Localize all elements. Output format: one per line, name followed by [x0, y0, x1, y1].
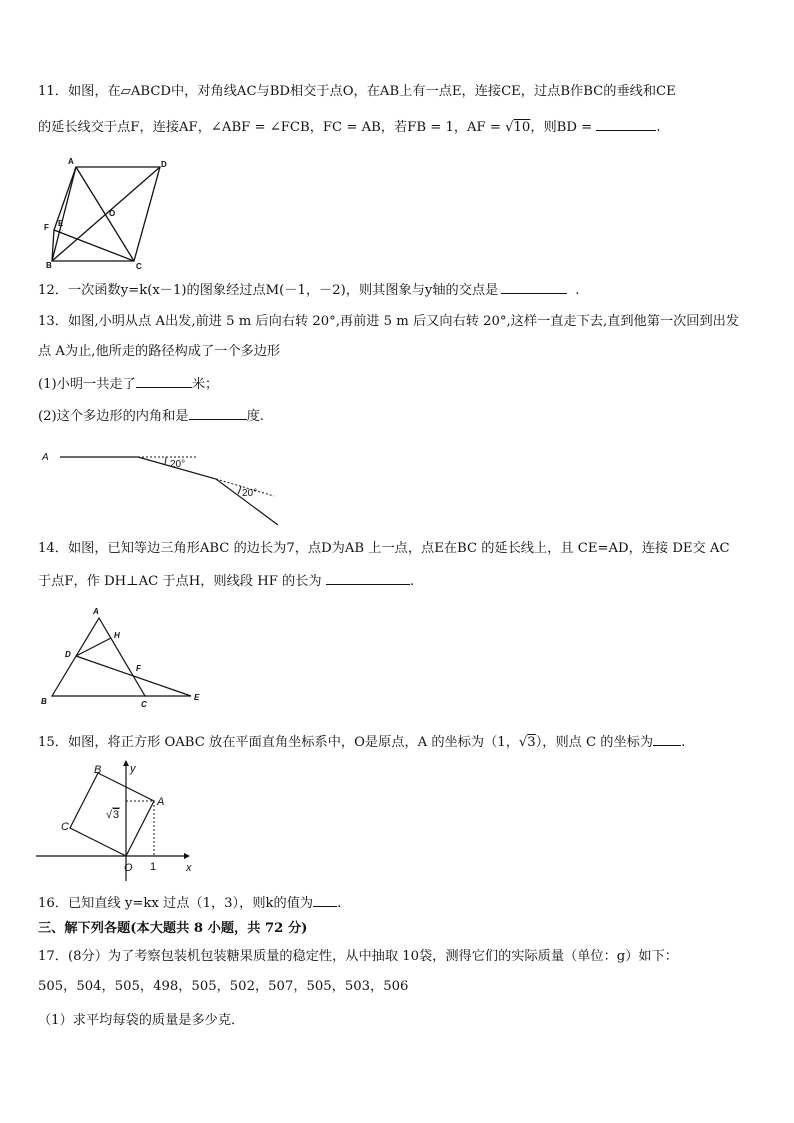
segment-de	[76, 656, 191, 696]
label-B: B	[46, 261, 52, 270]
label-C: C	[136, 262, 142, 271]
sqrt-radicand: 10	[513, 120, 531, 135]
answer-blank	[596, 118, 656, 131]
label-H: H	[114, 631, 120, 640]
angle-label-1: 20°	[170, 459, 186, 470]
sqrt-sign: √	[505, 120, 514, 135]
answer-blank	[313, 894, 337, 907]
angle-arc-1	[165, 457, 166, 464]
q16-line: 16．已知直线 y=kx 过点（1，3），则k的值为 .	[38, 896, 342, 911]
label-O: O	[109, 209, 116, 218]
q11-figure	[38, 158, 173, 270]
answer-blank	[501, 281, 567, 294]
q13-figure	[38, 440, 288, 530]
answer-blank	[653, 733, 681, 746]
label-E: E	[58, 219, 64, 228]
label-B: B	[41, 697, 47, 706]
label-F: F	[44, 223, 49, 232]
q11-line2: 的延长线交于点F，连接AF，∠ABF = ∠FCB，FC = AB，若FB = 1，AF = √10，则BD = .	[38, 120, 661, 135]
diagonal-ac	[76, 167, 134, 261]
label-O: O	[124, 862, 133, 874]
label-F: F	[136, 664, 141, 673]
q17-data: 505，504，505，498，505，502，507，505，503，506	[38, 979, 409, 994]
label-C: C	[61, 821, 69, 833]
y-axis-arrow-icon	[123, 760, 129, 766]
label-D: D	[65, 650, 71, 659]
answer-blank	[189, 407, 247, 420]
label-C: C	[141, 700, 147, 709]
q13-sub1: (1)小明一共走了 米；	[38, 377, 219, 392]
angle-label-2: 20°	[242, 488, 258, 499]
sqrt-sign: √	[518, 735, 528, 750]
label-A: A	[68, 157, 74, 166]
label-y: y	[130, 763, 136, 775]
q13-line1: 13．如图,小明从点 A出发,前进 5 m 后向右转 20°,再前进 5 m 后又向右转 20°,这样一直走下去,直到他第一次回到出发	[38, 314, 740, 329]
sqrt-radicand: 3	[527, 735, 536, 750]
angle-arc-2	[238, 486, 241, 494]
x-axis-arrow-icon	[184, 853, 190, 859]
label-A: A	[157, 796, 165, 808]
label-1: 1	[150, 861, 157, 873]
section-title: 三、解下列各题(本大题共 8 小题，共 72 分)	[38, 921, 308, 936]
q13-sub2: (2)这个多边形的内角和是 度.	[38, 409, 264, 424]
q13-line2: 点 A为止,他所走的路径构成了一个多边形	[38, 344, 281, 359]
q14-line2: 于点F，作 DH⊥AC 于点H，则线段 HF 的长为 .	[38, 574, 415, 589]
answer-blank	[136, 375, 192, 388]
q15-line: 15．如图，将正方形 OABC 放在平面直角坐标系中，O是原点，A 的坐标为（1，√3），则点 C 的坐标为 .	[38, 735, 686, 750]
q17-line1: 17．(8分）为了考察包装机包装糖果质量的稳定性，从中抽取 10袋，测得它们的实际质量（单位：g）如下：	[38, 949, 678, 964]
sqrt-sign-icon: √	[106, 809, 113, 821]
answer-blank	[326, 572, 410, 585]
q11-line1: 11．如图，在▱ABCD中，对角线AC与BD相交于点O，在AB上有一点E，连接CE，过点B作BC的垂线和CE	[38, 84, 676, 99]
diagonal-bd	[52, 167, 160, 261]
label-x: x	[186, 862, 192, 874]
label-sqrt3: 3	[113, 809, 120, 821]
q12-line: 12．一次函数y=k(x－1)的图象经过点M(－1，－2)，则其图象与y轴的交点是 .	[38, 283, 580, 298]
label-D: D	[161, 160, 167, 169]
q14-figure	[38, 604, 208, 708]
label-A: A	[93, 607, 99, 616]
q17-sub1: （1）求平均每袋的质量是多少克．	[38, 1013, 245, 1028]
q14-line1: 14．如图，已知等边三角形ABC 的边长为7，点D为AB 上一点，点E在BC 的延长线上，且 CE=AD，连接 DE交 AC	[38, 541, 730, 556]
label-A: A	[42, 452, 49, 463]
segment-fc	[54, 230, 134, 261]
label-B: B	[94, 764, 102, 776]
q15-figure	[36, 760, 196, 885]
label-E: E	[194, 693, 200, 702]
